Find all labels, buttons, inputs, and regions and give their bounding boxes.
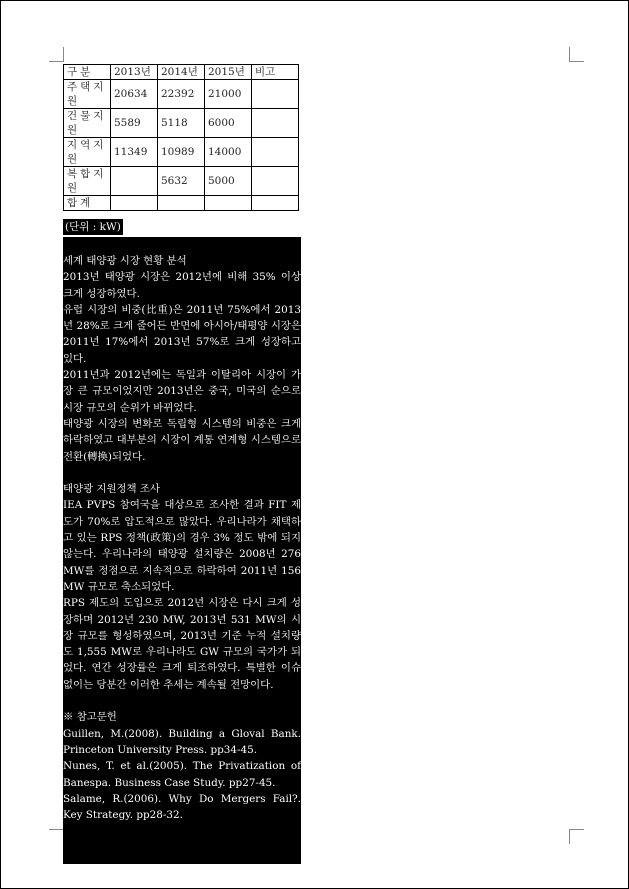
body-paragraph: 2013년 태양광 시장은 2012년에 비해 35% 이상 크게 성장하였다.: [63, 271, 301, 300]
paragraph-spacer: [63, 465, 301, 481]
table-total-row: [64, 196, 299, 211]
table-row: [64, 167, 299, 196]
reference-item: Salame, R.(2006). Why Do Mergers Fail?. Key Strategy. pp28-32.: [63, 792, 301, 822]
crop-mark-top-left: [49, 47, 64, 62]
body-paragraph: 유럽 시장의 비중(比重)은 2011년 75%에서 2013년 28%로 크게 줄어든 반면에 아시아/태평양 시장은 2011년 17%에서 2013년 57%로 크게 성장하고 있다.: [63, 303, 301, 365]
table-cell[interactable]: 5632: [158, 167, 205, 196]
table-row: [64, 109, 299, 138]
body-paragraph: 2011년과 2012년에는 독일과 이탈리아 시장이 가장 큰 규모이었지만 2013년은 중국, 미국의 순으로 시장 규모의 순위가 바뀌었다.: [63, 369, 301, 414]
table-header-cell[interactable]: 2015년: [205, 65, 252, 80]
body-paragraph: RPS 제도의 도입으로 2012년 시장은 다시 크게 성장하며 2012년 230 MW, 2013년 531 MW의 시장 규모를 형성하였으며, 2013년 기준 누적 설치량도 1,555 MW로 우리나라도 GW 규모의 국가가 되었다. 연간 성장률은 크게 퇴조하였다. 특별한 이슈 없이는 당분간 이러한 추세는 계속될 전망이다.: [63, 597, 301, 691]
table-cell[interactable]: [111, 196, 158, 211]
table-cell[interactable]: 5589: [111, 109, 158, 138]
reference-item: Nunes, T. et al.(2005). The Privatization of Banespa. Business Case Study. pp27-45.: [63, 760, 301, 789]
crop-mark-bottom-left: [49, 829, 64, 844]
table-cell[interactable]: [252, 167, 299, 196]
crop-mark-top-right: [569, 47, 584, 62]
table-header-cell[interactable]: 비고: [252, 65, 299, 80]
table-row: [64, 80, 299, 109]
table-header-cell[interactable]: 2013년: [111, 65, 158, 80]
references-heading: ※ 참고문헌: [63, 711, 117, 724]
table-cell[interactable]: 22392: [158, 80, 205, 109]
table-cell[interactable]: [252, 196, 299, 211]
body-paragraph: IEA PVPS 참여국을 대상으로 조사한 결과 FIT 제도가 70%로 압도적으로 많았다. 우리나라가 채택하고 있는 RPS 정책(政策)의 경우 3% 정도 밖에 되지 않는다. 우리나라의 태양광 설치량은 2008년 276 MW를 정점으로 지속적으로 하락하여 2011년 156 MW 규모로 축소되었다.: [63, 499, 301, 593]
table-cell[interactable]: 지역지원: [64, 138, 111, 167]
table-cell[interactable]: 복합지원: [64, 167, 111, 196]
section-heading: 태양광 지원정책 조사: [63, 483, 160, 496]
table-cell[interactable]: 건물지원: [64, 109, 111, 138]
table-cell[interactable]: [252, 138, 299, 167]
table-cell[interactable]: 10989: [158, 138, 205, 167]
table-cell[interactable]: 20634: [111, 80, 158, 109]
table-cell[interactable]: 5000: [205, 167, 252, 196]
crop-mark-bottom-right: [569, 829, 584, 844]
support-table: [63, 64, 299, 211]
table-cell[interactable]: [252, 109, 299, 138]
table-cell[interactable]: 합계: [64, 196, 111, 211]
table-cell[interactable]: 11349: [111, 138, 158, 167]
table-header-row: [64, 65, 299, 80]
table-cell[interactable]: [205, 196, 252, 211]
table-cell[interactable]: [252, 80, 299, 109]
paragraph-spacer: [63, 693, 301, 709]
table-cell[interactable]: 21000: [205, 80, 252, 109]
table-cell[interactable]: [158, 196, 205, 211]
table-cell[interactable]: 주택지원: [64, 80, 111, 109]
table-cell[interactable]: 6000: [205, 109, 252, 138]
table-header-cell[interactable]: 구분: [64, 65, 111, 80]
table-cell[interactable]: 5118: [158, 109, 205, 138]
table-header-cell[interactable]: 2014년: [158, 65, 205, 80]
body-paragraph: 태양광 시장의 변화로 독립형 시스템의 비중은 크게 하락하였고 대부분의 시장이 계통 연계형 시스템으로 전환(轉換)되었다.: [63, 417, 301, 463]
section-heading: 세계 태양광 시장 현황 분석: [63, 255, 187, 267]
table-row: [64, 138, 299, 167]
unit-note: (단위 : kW): [65, 221, 121, 233]
reference-item: Guillen, M.(2008). Building a Gloval Bank. Princeton University Press. pp34-45.: [63, 727, 301, 756]
table-cell[interactable]: [111, 167, 158, 196]
selected-text-block[interactable]: [63, 237, 301, 864]
table-cell[interactable]: 14000: [205, 138, 252, 167]
